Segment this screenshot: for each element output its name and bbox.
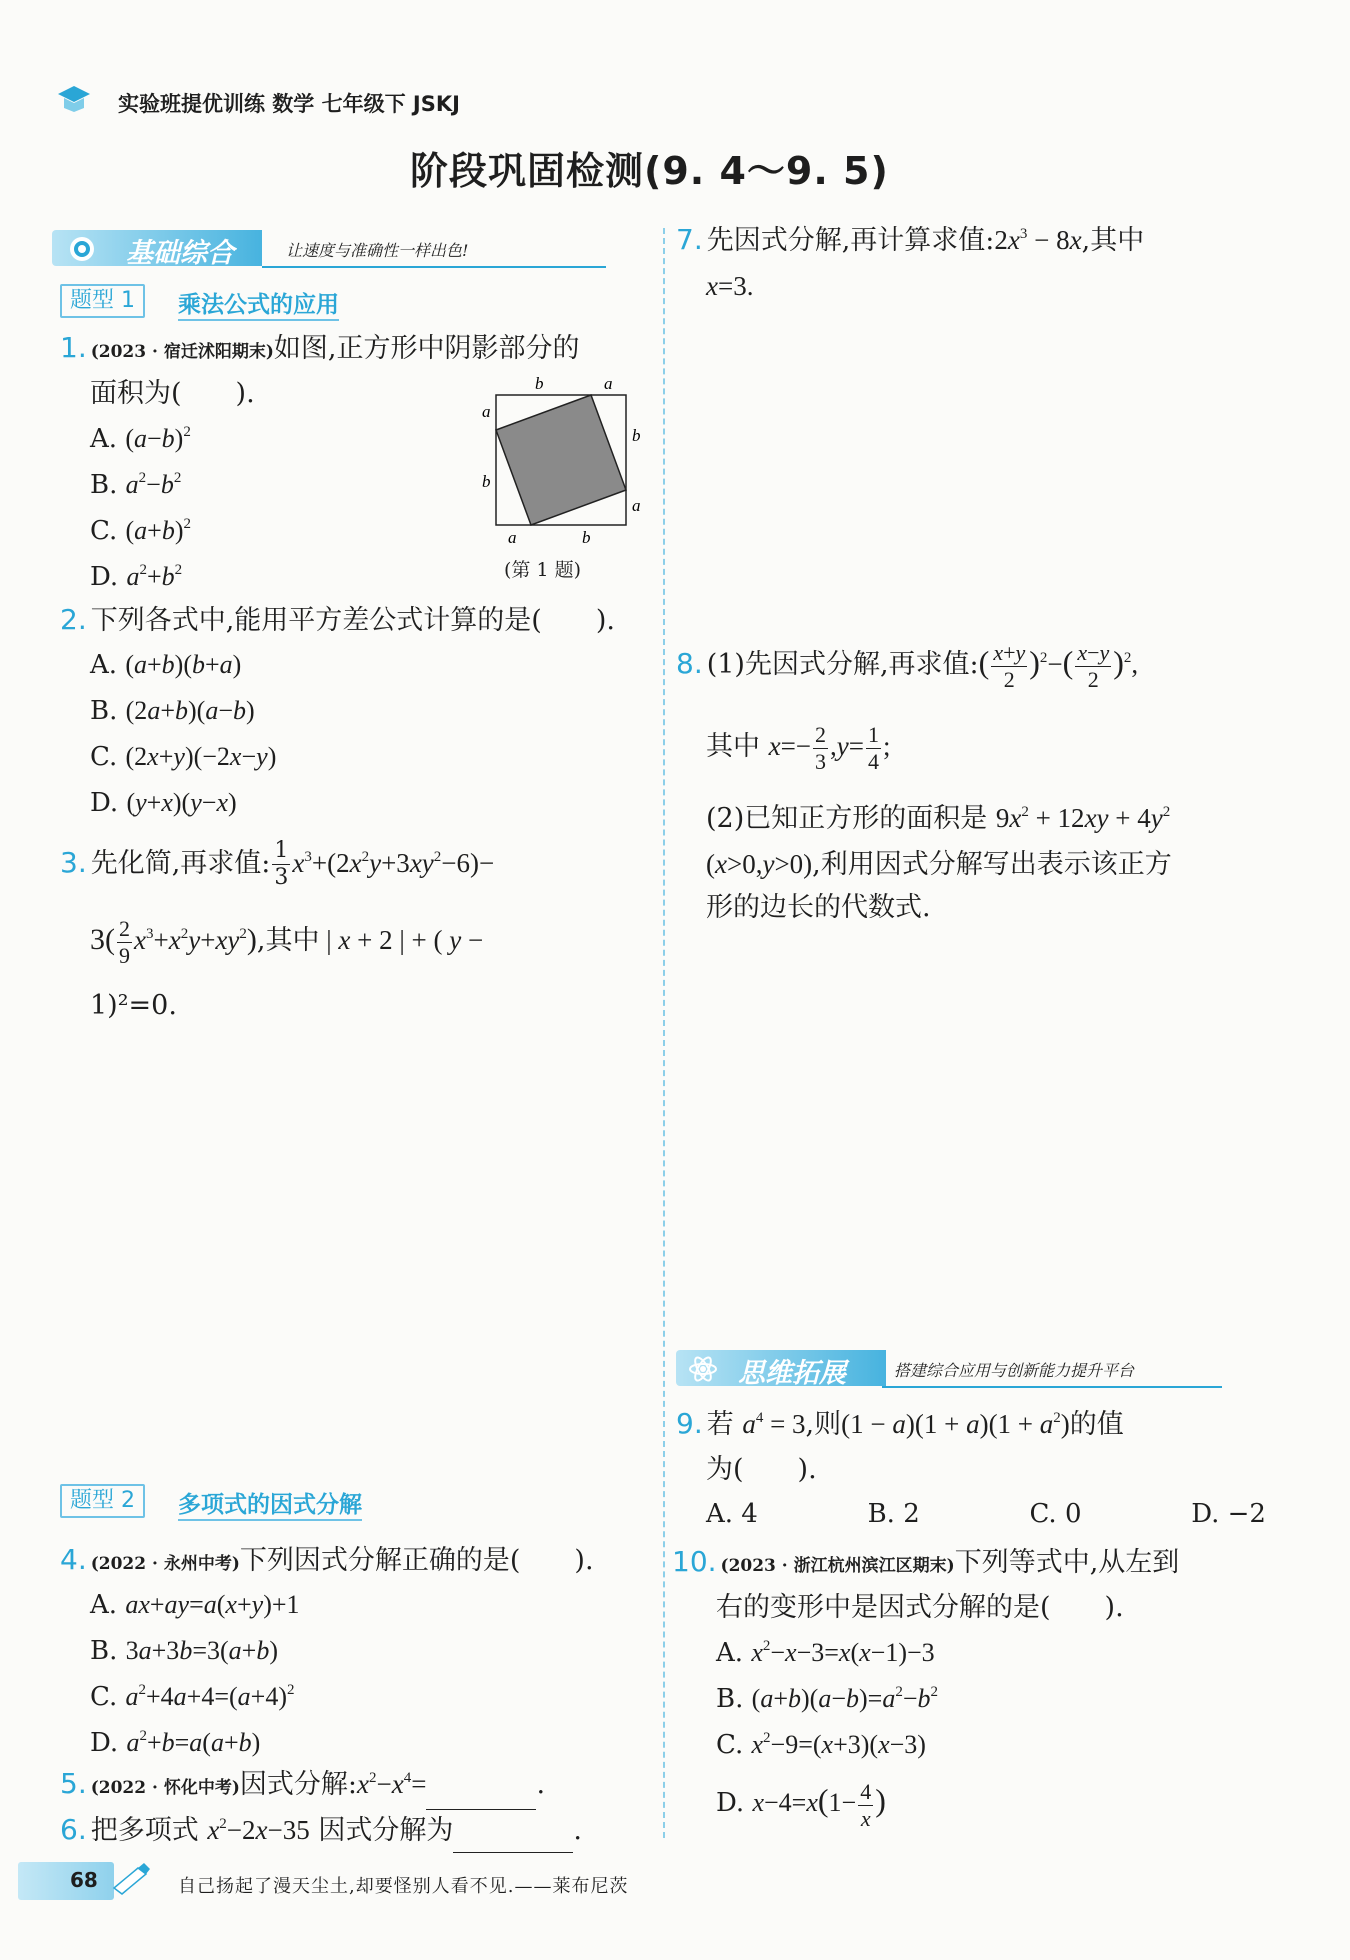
q4-option-d: D. $a^2+b=a(a+b)$ <box>90 1728 261 1758</box>
atom-icon <box>688 1354 718 1384</box>
q1-option-d: D. $a^2+b^2$ <box>90 562 183 592</box>
q10-number: 10. <box>672 1545 717 1578</box>
q6-answer-blank[interactable] <box>453 1830 573 1853</box>
q4-options <box>90 1582 300 1766</box>
q2-option-c: C. (2x+y)(−2x−y) <box>90 742 277 772</box>
q3-text: 先化简,再求值: <box>90 848 271 879</box>
type1-tag: 题型 1 <box>60 284 145 318</box>
question-6: 6. 把多项式 $x^2-2x-35$ 因式分解为 . <box>60 1808 660 1853</box>
pencil-hand-icon <box>110 1860 154 1900</box>
footer-page-tab <box>18 1862 114 1900</box>
q2-option-d: D. (y+x)(y−x) <box>90 788 237 818</box>
type1-title: 乘法公式的应用 <box>178 286 339 321</box>
question-3: 3. 先化简,再求值: $\frac{1}{3}$ $x^3+(2x^2y+3xy^2-6)-$ <box>60 838 495 890</box>
q1-label-top-b: b <box>535 375 544 393</box>
question-4 <box>60 1538 660 1586</box>
q8-part2b: ,利用因式分解写出表示该正方 <box>812 849 1172 880</box>
q2-option-b: B. (2a+b)(a−b) <box>90 696 255 726</box>
question-5: 5. (2022 · 怀化中考)因式分解$:x^2-x^4=$ . <box>60 1762 660 1810</box>
q9-text3: 的值 <box>1069 1409 1124 1440</box>
section-banner-extension <box>620 1350 1240 1390</box>
q9-option-c: C. 0 <box>1029 1499 1082 1529</box>
q1-text: 如图,正方形中阴影部分的 <box>273 333 580 364</box>
page-number: 68 <box>70 1868 98 1892</box>
q5-text: 因式分解: <box>239 1769 357 1800</box>
q10-text-line2: 右的变形中是因式分解的是( ). <box>716 1592 1124 1623</box>
q10-option-b: B. $(a+b)(a-b)=a^2-b^2$ <box>716 1684 938 1714</box>
book-logo-icon <box>56 84 92 114</box>
question-7: 7. 先因式分解,再计算求值$:2x^3 - 8x$,其中 <box>676 223 1145 256</box>
q4-option-a: A. ax+ay=a(x+y)+1 <box>90 1590 300 1620</box>
q9-text2: ,则 <box>805 1409 842 1440</box>
q8-part2: (2)已知正方形的面积是 $9x^2 + 12xy + 4y^2$ <box>706 803 1171 834</box>
section-banner-basic <box>0 230 620 270</box>
q1-label-bottom-b: b <box>582 528 591 547</box>
q3-number: 3. <box>60 846 87 879</box>
q6-text: 把多项式 <box>90 1815 199 1846</box>
footer-quote: 自己扬起了漫天尘土,却要怪别人看不见.——莱布尼茨 <box>178 1876 629 1897</box>
column-divider <box>663 228 665 1838</box>
q1-option-c: C. $(a+b)^2$ <box>90 516 192 546</box>
q3-where: ,其中 <box>256 925 320 956</box>
question-1 <box>60 326 650 374</box>
q1-options <box>90 416 191 600</box>
q10-option-a: A. $x^2-x-3=x(x-1)-3$ <box>716 1638 935 1668</box>
q10-options <box>716 1630 938 1830</box>
q1-label-left-a: a <box>482 402 491 421</box>
q9-option-a: A. 4 <box>706 1499 758 1529</box>
q1-label-left-b: b <box>482 472 491 491</box>
q4-option-c: C. $a^2+4a+4=(a+4)^2$ <box>90 1682 295 1712</box>
q4-option-b: B. 3a+3b=3(a+b) <box>90 1636 278 1666</box>
q2-text: 下列各式中,能用平方差公式计算的是( ). <box>90 605 615 636</box>
q9-options <box>706 1492 1266 1537</box>
target-icon <box>68 235 96 263</box>
q2-option-a: A. (a+b)(b+a) <box>90 650 242 680</box>
page-title: 阶段巩固检测(9. 4～9. 5) <box>410 149 889 193</box>
q7-text2: ,其中 <box>1081 225 1145 256</box>
question-2 <box>60 598 660 643</box>
q7-text: 先因式分解,再计算求值: <box>706 225 995 256</box>
q1-label-top-a: a <box>604 375 613 393</box>
q4-number: 4. <box>60 1543 87 1576</box>
q8-part2-text: (2)已知正方形的面积是 <box>706 803 988 834</box>
q3-frac-1-3: $\frac{1}{3}$ <box>274 838 289 890</box>
section-ext-subtitle: 搭建综合应用与创新能力提升平台 <box>894 1361 1135 1380</box>
type2-tag: 题型 2 <box>60 1484 145 1518</box>
q8-where: 其中 <box>706 731 760 762</box>
type2-title: 多项式的因式分解 <box>178 1486 362 1521</box>
q10-option-d: D. x−4=x(1− $\frac{4}{x}$ ) <box>716 1778 886 1831</box>
q1-square-diagram <box>480 375 660 555</box>
q9-option-d: D. −2 <box>1191 1499 1266 1529</box>
section-ext-label: 思维拓展 <box>738 1358 846 1389</box>
q1-option-b: B. $a^2-b^2$ <box>90 470 182 500</box>
q1-source: (2023 · 宿迁沭阳期末) <box>90 342 274 362</box>
q1-label-bottom-a: a <box>508 528 517 547</box>
q1-option-a: A. $(a-b)^2$ <box>90 424 191 454</box>
q9-text-line2: 为( ). <box>706 1454 817 1485</box>
book-title: 实验班提优训练 数学 七年级下 JSKJ <box>118 92 460 116</box>
q3-condition-end: 1)²=0. <box>90 990 177 1021</box>
q2-options <box>90 642 276 826</box>
q5-answer-blank[interactable] <box>426 1787 536 1810</box>
q4-source: (2022 · 永州中考) <box>90 1554 240 1574</box>
q7-condition: x=3. <box>706 271 754 301</box>
q8-part1: (1)先因式分解,再求值: <box>706 649 979 680</box>
q5-source: (2022 · 怀化中考) <box>90 1778 240 1798</box>
question-3-line2: 3( $\frac{2}{9}$ $x^3+x^2y+xy^2$),其中 | x + 2 | + ( y − <box>90 916 484 969</box>
q6-number: 6. <box>60 1813 87 1846</box>
question-10 <box>672 1540 1302 1588</box>
q1-figure <box>480 375 660 585</box>
q2-number: 2. <box>60 603 87 636</box>
question-9: 9. 若 $a^4 = 3$,则$(1 - a)(1 + a)(1 + a^2)$的值 <box>676 1407 1124 1440</box>
q6-text2: 因式分解为 <box>318 1815 454 1846</box>
section-basic-subtitle: 让速度与准确性一样出色! <box>286 241 469 260</box>
q10-text: 下列等式中,从左到 <box>954 1547 1180 1578</box>
q1-label-right-a: a <box>632 496 641 515</box>
question-8: 8. (1)先因式分解,再求值:( $\frac{x+y}{2}$ )$^2$−( $\frac{x-y}{2}$ )$^2$, <box>676 640 1139 693</box>
section-basic-label: 基础综合 <box>126 238 234 269</box>
q9-text: 若 <box>706 1409 734 1440</box>
q10-source: (2023 · 浙江杭州滨江区期末) <box>720 1556 955 1576</box>
q4-text: 下列因式分解正确的是( ). <box>239 1545 594 1576</box>
q1-text-line2: 面积为( ). <box>90 378 255 409</box>
q8-number: 8. <box>676 647 703 680</box>
q9-option-b: B. 2 <box>867 1499 920 1529</box>
q5-number: 5. <box>60 1767 87 1800</box>
q1-label-right-b: b <box>632 426 641 445</box>
q8-condition: 其中 x=− $\frac{2}{3}$ ,y= $\frac{1}{4}$ ; <box>706 722 891 775</box>
q8-part2-line2: (x>0,y>0),利用因式分解写出表示该正方 <box>706 849 1172 880</box>
q1-figure-caption: (第 1 题) <box>504 559 581 581</box>
q7-number: 7. <box>676 223 703 256</box>
q1-number: 1. <box>60 331 87 364</box>
q9-number: 9. <box>676 1407 703 1440</box>
q10-option-c: C. $x^2-9=(x+3)(x-3)$ <box>716 1730 926 1760</box>
q8-part2-line3: 形的边长的代数式. <box>706 892 931 923</box>
